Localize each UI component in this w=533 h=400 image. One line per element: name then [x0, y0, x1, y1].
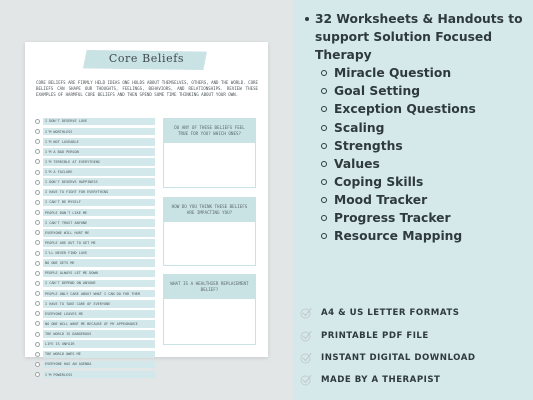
- belief-checkbox[interactable]: [35, 321, 40, 326]
- circle-bullet-icon: [321, 179, 327, 185]
- belief-checkbox[interactable]: [35, 190, 40, 195]
- belief-label: I DON'T DESERVE HAPPINESS: [43, 178, 155, 186]
- topics-container: [305, 64, 530, 245]
- belief-checkbox[interactable]: [35, 210, 40, 215]
- belief-checkbox[interactable]: [35, 149, 40, 154]
- topic-label: Resource Mapping: [334, 229, 463, 244]
- topic-label: Miracle Question: [334, 66, 452, 81]
- belief-checkbox[interactable]: [35, 230, 40, 235]
- worksheet-title: Core Beliefs: [108, 52, 185, 65]
- question-box-3: [163, 274, 256, 345]
- belief-row: [35, 218, 155, 227]
- worksheet-page: [25, 42, 268, 377]
- belief-label: I'M A FAILURE: [43, 168, 155, 176]
- topic-label: Strengths: [334, 138, 403, 153]
- features-list: [305, 10, 530, 245]
- belief-label: NO ONE WILL WANT ME BECAUSE OF MY APPEARANCE: [43, 320, 155, 328]
- belief-label: I CAN'T TRUST ANYONE: [43, 219, 155, 227]
- belief-checkbox[interactable]: [35, 372, 40, 377]
- bullet-icon: [305, 17, 309, 21]
- belief-row: [35, 158, 155, 167]
- belief-label: LIFE IS UNFAIR: [43, 340, 155, 348]
- belief-label: I'M TERRIBLE AT EVERYTHING: [43, 158, 155, 166]
- badge-label: MADE BY A THERAPIST: [321, 375, 441, 386]
- belief-label: EVERYONE HAS AN AGENDA: [43, 361, 155, 369]
- belief-row: [35, 239, 155, 248]
- belief-row: [35, 259, 155, 268]
- belief-row: [35, 279, 155, 288]
- belief-checkbox[interactable]: [35, 129, 40, 134]
- topic-item: [321, 209, 530, 227]
- belief-checkbox[interactable]: [35, 170, 40, 175]
- belief-label: THE WORLD IS DANGEROUS: [43, 330, 155, 338]
- badge-item: [300, 324, 530, 346]
- worksheet-intro: CORE BELIEFS ARE FIRMLY HELD IDEAS ONE HOLDS ABOUT THEMSELVES, OTHERS, AND THE WORLD. CORE BELIEFS CAN SHAPE OUR THOUGHTS, FEELINGS, BEHAVIORS, AND RELATIONSHIPS. REVIEW THESE EXAMPLES OF HARMFUL CORE BELIEFS AND THEN SPEND SOME TIME THINKING ABOUT YOUR OWN.: [36, 80, 258, 97]
- topic-item: [321, 119, 530, 137]
- belief-row: [35, 168, 155, 177]
- circle-bullet-icon: [321, 161, 327, 167]
- belief-label: PEOPLE DON'T LIKE ME: [43, 209, 155, 217]
- belief-checkbox[interactable]: [35, 311, 40, 316]
- question-3-label: WHAT IS A HEALTHIER REPLACEMENT BELIEF?: [164, 275, 255, 299]
- belief-label: I'LL NEVER FIND LOVE: [43, 249, 155, 257]
- belief-row: [35, 208, 155, 217]
- belief-checkbox[interactable]: [35, 139, 40, 144]
- belief-checkbox[interactable]: [35, 281, 40, 286]
- circle-bullet-icon: [321, 88, 327, 94]
- topic-item: [321, 155, 530, 173]
- belief-row: [35, 178, 155, 187]
- topic-label: Values: [334, 156, 380, 171]
- belief-row: [35, 350, 155, 359]
- belief-row: [35, 289, 155, 298]
- belief-label: PEOPLE ONLY CARE ABOUT WHAT I CAN DO FOR THEM: [43, 290, 155, 298]
- badge-item: [300, 302, 530, 324]
- topic-item: [321, 137, 530, 155]
- topic-item: [321, 227, 530, 245]
- check-circle-icon: [300, 307, 312, 319]
- belief-label: EVERYONE LEAVES ME: [43, 310, 155, 318]
- belief-label: I'M A BAD PERSON: [43, 148, 155, 156]
- badges-list: [300, 302, 530, 392]
- belief-row: [35, 309, 155, 318]
- belief-label: EVERYONE WILL HURT ME: [43, 229, 155, 237]
- belief-label: I'M POWERLESS: [43, 371, 155, 379]
- belief-label: I'M WORTHLESS: [43, 128, 155, 136]
- belief-label: I HAVE TO FIGHT FOR EVERYTHING: [43, 189, 155, 197]
- belief-label: NO ONE GETS ME: [43, 259, 155, 267]
- belief-checkbox[interactable]: [35, 332, 40, 337]
- belief-checkbox[interactable]: [35, 240, 40, 245]
- circle-bullet-icon: [321, 233, 327, 239]
- belief-checkbox[interactable]: [35, 301, 40, 306]
- belief-row: [35, 340, 155, 349]
- badge-item: [300, 369, 530, 391]
- belief-label: I CAN'T BE MYSELF: [43, 199, 155, 207]
- belief-row: [35, 320, 155, 329]
- belief-checkbox[interactable]: [35, 119, 40, 124]
- question-box-2: [163, 197, 256, 266]
- check-circle-icon: [300, 374, 312, 386]
- badge-label: PRINTABLE PDF FILE: [321, 330, 429, 341]
- topic-label: Exception Questions: [334, 102, 476, 117]
- badge-label: INSTANT DIGITAL DOWNLOAD: [321, 352, 476, 363]
- belief-checkbox[interactable]: [35, 251, 40, 256]
- belief-checkbox[interactable]: [35, 200, 40, 205]
- circle-bullet-icon: [321, 70, 327, 76]
- topic-label: Mood Tracker: [334, 192, 428, 207]
- topic-item: [321, 82, 530, 100]
- belief-checkbox[interactable]: [35, 291, 40, 296]
- circle-bullet-icon: [321, 215, 327, 221]
- question-2-label: HOW DO YOU THINK THESE BELIEFS ARE IMPACTING YOU?: [164, 198, 255, 222]
- question-box-1: [163, 118, 256, 188]
- topic-label: Goal Setting: [334, 84, 421, 99]
- circle-bullet-icon: [321, 143, 327, 149]
- question-1-label: DO ANY OF THESE BELIEFS FEEL TRUE FOR YOU? WHICH ONES?: [164, 119, 255, 143]
- belief-label: I CAN'T DEPEND ON ANYONE: [43, 280, 155, 288]
- topic-label: Coping Skills: [334, 174, 424, 189]
- belief-row: [35, 198, 155, 207]
- circle-bullet-icon: [321, 197, 327, 203]
- topic-item: [321, 64, 530, 82]
- belief-row: [35, 299, 155, 308]
- belief-row: [35, 249, 155, 258]
- circle-bullet-icon: [321, 125, 327, 131]
- features-headline-item: [305, 10, 530, 64]
- belief-label: I'M NOT LOVEABLE: [43, 138, 155, 146]
- belief-checkbox[interactable]: [35, 220, 40, 225]
- circle-bullet-icon: [321, 106, 327, 112]
- belief-label: I DON'T DESERVE LOVE: [43, 118, 155, 126]
- belief-label: PEOPLE ALWAYS LET ME DOWN: [43, 270, 155, 278]
- topic-label: Progress Tracker: [334, 211, 451, 226]
- badge-item: [300, 347, 530, 369]
- belief-row: [35, 330, 155, 339]
- belief-checkbox[interactable]: [35, 362, 40, 367]
- topic-item: [321, 173, 530, 191]
- belief-label: PEOPLE ARE OUT TO GET ME: [43, 239, 155, 247]
- belief-row: [35, 370, 155, 379]
- badge-label: A4 & US LETTER FORMATS: [321, 308, 460, 319]
- belief-row: [35, 117, 155, 126]
- check-circle-icon: [300, 352, 312, 364]
- belief-checkbox[interactable]: [35, 271, 40, 276]
- belief-checkbox[interactable]: [35, 352, 40, 357]
- belief-row: [35, 269, 155, 278]
- belief-checkbox[interactable]: [35, 180, 40, 185]
- belief-row: [35, 127, 155, 136]
- check-circle-icon: [300, 330, 312, 342]
- belief-row: [35, 147, 155, 156]
- belief-checkbox[interactable]: [35, 159, 40, 164]
- belief-row: [35, 188, 155, 197]
- belief-row: [35, 137, 155, 146]
- belief-row: [35, 228, 155, 237]
- topics-list: [321, 64, 530, 245]
- topic-item: [321, 100, 530, 118]
- topic-item: [321, 191, 530, 209]
- features-headline: 32 Worksheets & Handouts to support Solution Focused Therapy: [315, 12, 523, 63]
- belief-label: THE WORLD OWES ME: [43, 351, 155, 359]
- belief-checkbox[interactable]: [35, 342, 40, 347]
- belief-checkbox[interactable]: [35, 261, 40, 266]
- belief-row: [35, 360, 155, 369]
- beliefs-list: [35, 117, 155, 380]
- topic-label: Scaling: [334, 120, 385, 135]
- belief-label: I HAVE TO TAKE CARE OF EVERYONE: [43, 300, 155, 308]
